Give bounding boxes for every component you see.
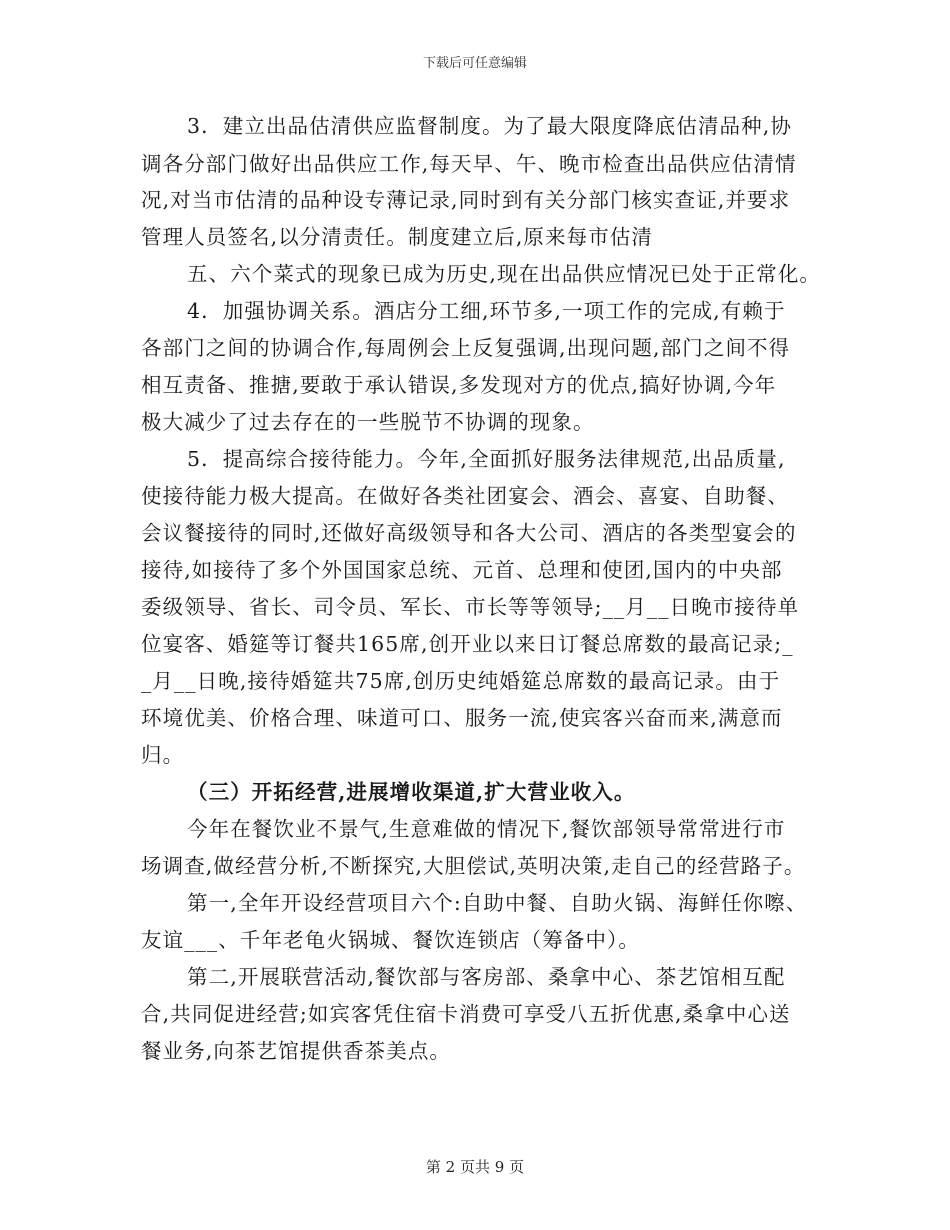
paragraph-line: 合,共同促进经营;如宾客凭住宿卡消费可享受八五折优惠,桑拿中心送 [141,1002,791,1026]
paragraph-line: 相互责备、推搪,要敢于承认错误,多发现对方的优点,搞好协调,今年 [141,373,777,397]
paragraph-line: 第二,开展联营活动,餐饮部与客房部、桑拿中心、茶艺馆相互配 [187,965,786,989]
paragraph-line: 环境优美、价格合理、味道可口、服务一流,使宾客兴奋而来,满意而 [141,706,783,730]
paragraph-line: 5．提高综合接待能力。今年,全面抓好服务法律规范,出品质量, [187,447,786,471]
paragraph-line: 各部门之间的协调合作,每周例会上反复强调,出现问题,部门之间不得 [141,336,791,360]
page-footer: 第 2 页共 9 页 [425,1158,525,1176]
paragraph-line: 场调查,做经营分析,不断探究,大胆偿试,英明决策,走自己的经营路子。 [141,854,806,878]
paragraph-line: 会议餐接待的同时,还做好高级领导和各大公司、酒店的各类型宴会的 [141,521,797,545]
paragraph-line: 友谊___、千年老龟火锅城、餐饮连锁店（筹备中）。 [141,928,640,952]
paragraph-line: 况,对当市估清的品种设专薄记录,同时到有关分部门核实查证,并要求 [141,188,791,212]
paragraph-line: 调各分部门做好出品供应工作,每天早、午、晚市检查出品供应估清情 [141,152,797,176]
paragraph-line: 第一,全年开设经营项目六个:自助中餐、自助火锅、海鲜任你嚓、 [187,891,808,915]
paragraph-line: 使接待能力极大提高。在做好各类社团宴会、酒会、喜宴、自助餐、 [141,484,789,508]
paragraph-line: 五、六个菜式的现象已成为历史,现在出品供应情况已处于正常化。 [187,262,822,286]
paragraph-line: 接待,如接待了多个外国国家总统、元首、总理和使团,国内的中央部 [141,558,783,582]
paragraph-line: 管理人员签名,以分清责任。制度建立后,原来每市估清 [141,225,654,249]
paragraph-line: 归。 [141,743,185,767]
page-header: 下载后可任意编辑 [422,56,527,71]
paragraph-line: _月__日晚,接待婚筵共75席,创历史纯婚筵总席数的最高记录。由于 [141,669,781,693]
paragraph-line: 3．建立出品估清供应监督制度。为了最大限度降底估清品种,协 [187,114,792,138]
paragraph-line: 今年在餐饮业不景气,生意难做的情况下,餐饮部领导常常进行市 [187,817,786,841]
paragraph-line: 极大减少了过去存在的一些脱节不协调的现象。 [141,410,595,434]
paragraph-line: 位宴客、婚筵等订餐共165席,创开业以来日订餐总席数的最高记录;_ [141,632,794,656]
paragraph-line: 餐业务,向茶艺馆提供香茶美点。 [141,1039,452,1063]
paragraph-line: 委级领导、省长、司令员、军长、市长等等领导;__月__日晚市接待单 [141,595,800,619]
section-heading: （三）开拓经营,进展增收渠道,扩大营业收入。 [187,780,636,804]
paragraph-line: 4．加强协调关系。酒店分工细,环节多,一项工作的完成,有赖于 [187,299,786,323]
